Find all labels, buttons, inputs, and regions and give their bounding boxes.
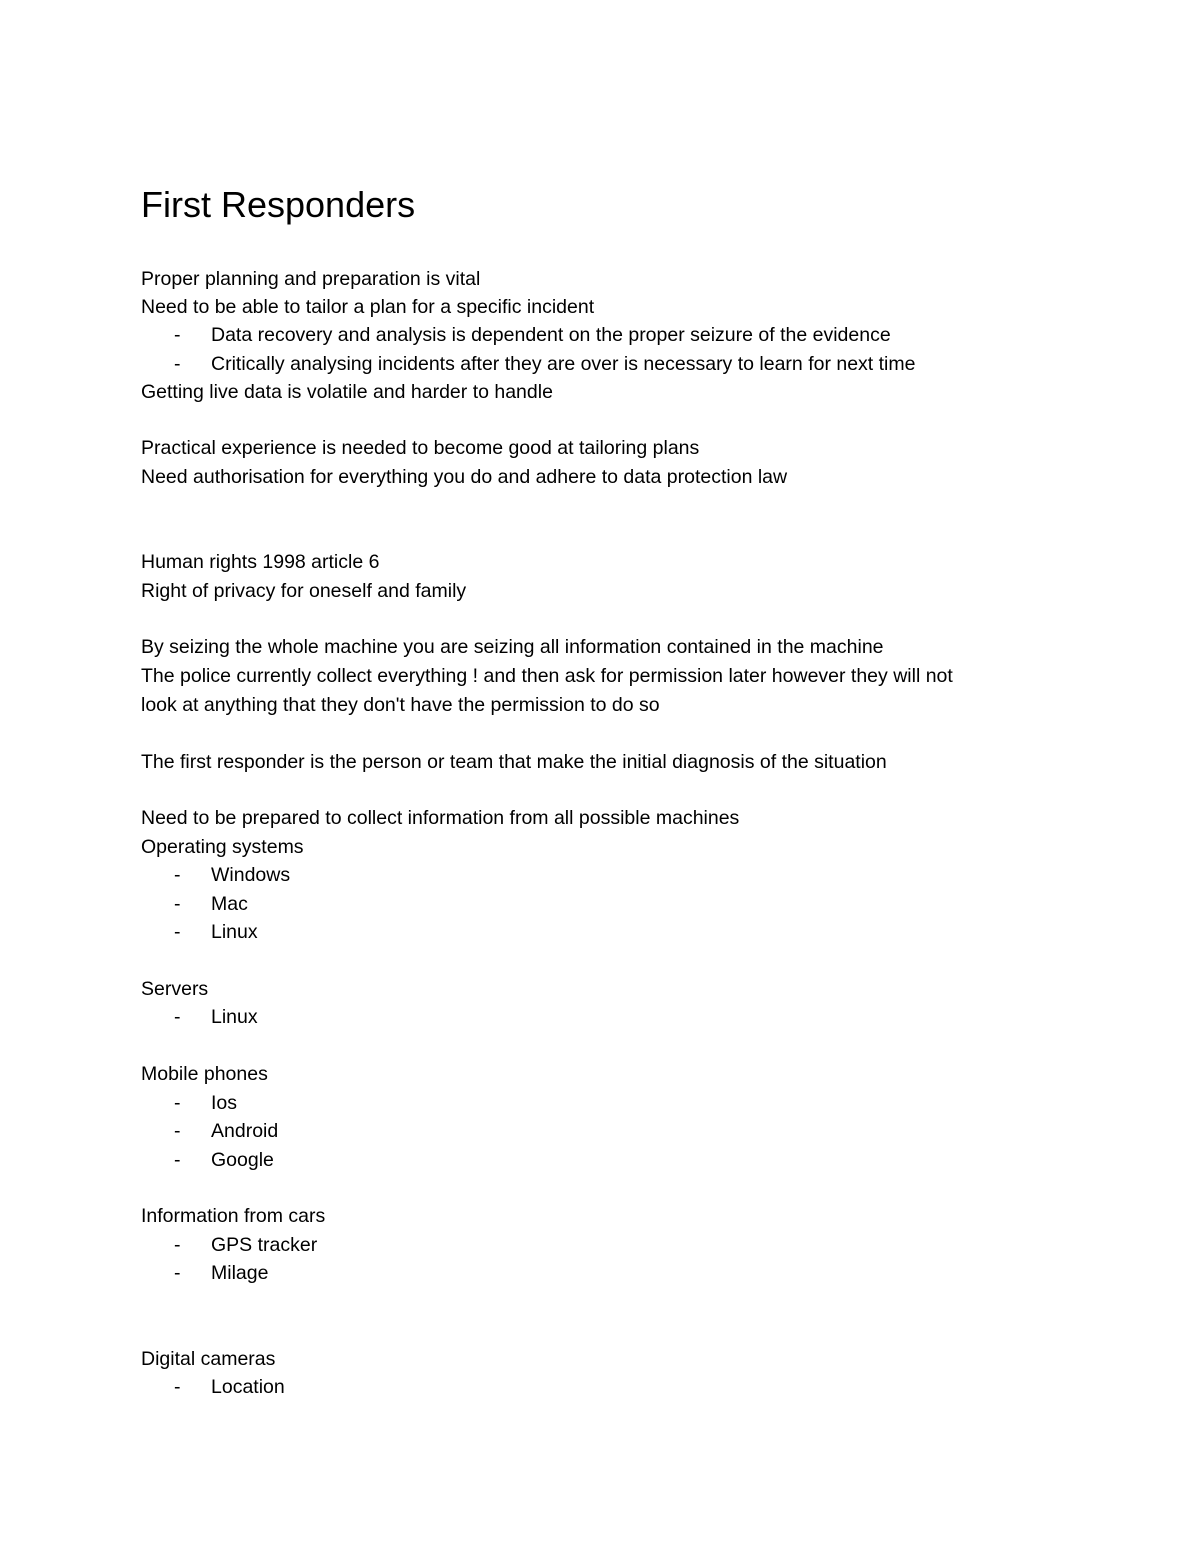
text-line: Need to be prepared to collect information from all possible machines bbox=[141, 807, 740, 829]
text-line: look at anything that they don't have the permission to do so bbox=[141, 694, 660, 716]
bullet-text: Data recovery and analysis is dependent on the proper seizure of the evidence bbox=[211, 324, 891, 346]
bullet-dash: - bbox=[174, 893, 181, 915]
bullet-dash: - bbox=[174, 1376, 181, 1398]
text-line: Information from cars bbox=[141, 1205, 326, 1227]
bullet-text: Critically analysing incidents after they are over is necessary to learn for next time bbox=[211, 353, 916, 375]
text-line: Human rights 1998 article 6 bbox=[141, 551, 380, 573]
text-line: Mobile phones bbox=[141, 1063, 268, 1085]
bullet-dash: - bbox=[174, 1149, 181, 1171]
text-line: By seizing the whole machine you are seizing all information contained in the machine bbox=[141, 636, 884, 658]
bullet-text: Linux bbox=[211, 921, 258, 943]
text-line: Need authorisation for everything you do and adhere to data protection law bbox=[141, 466, 788, 488]
bullet-text: GPS tracker bbox=[211, 1234, 318, 1256]
bullet-text: Location bbox=[211, 1376, 285, 1398]
bullet-dash: - bbox=[174, 1120, 181, 1142]
bullet-dash: - bbox=[174, 864, 181, 886]
bullet-text: Ios bbox=[211, 1092, 238, 1114]
bullet-text: Google bbox=[211, 1149, 274, 1171]
bullet-dash: - bbox=[174, 353, 181, 375]
bullet-text: Mac bbox=[211, 893, 248, 915]
bullet-dash: - bbox=[174, 1006, 181, 1028]
bullet-text: Android bbox=[211, 1120, 279, 1142]
text-line: The police currently collect everything ! and then ask for permission later however they will not bbox=[141, 665, 953, 687]
text-line: The first responder is the person or team that make the initial diagnosis of the situation bbox=[141, 751, 887, 773]
text-line: Proper planning and preparation is vital bbox=[141, 268, 481, 290]
bullet-text: Linux bbox=[211, 1006, 258, 1028]
text-line: Operating systems bbox=[141, 836, 304, 858]
text-line: Getting live data is volatile and harder to handle bbox=[141, 381, 553, 403]
bullet-dash: - bbox=[174, 1262, 181, 1284]
document-title: First Responders bbox=[141, 184, 416, 225]
bullet-dash: - bbox=[174, 324, 181, 346]
text-line: Servers bbox=[141, 978, 209, 1000]
bullet-text: Windows bbox=[211, 864, 291, 886]
bullet-dash: - bbox=[174, 1234, 181, 1256]
text-line: Need to be able to tailor a plan for a specific incident bbox=[141, 296, 595, 318]
bullet-dash: - bbox=[174, 1092, 181, 1114]
bullet-dash: - bbox=[174, 921, 181, 943]
bullet-text: Milage bbox=[211, 1262, 269, 1284]
text-line: Digital cameras bbox=[141, 1348, 276, 1370]
text-line: Practical experience is needed to become good at tailoring plans bbox=[141, 437, 700, 459]
text-line: Right of privacy for oneself and family bbox=[141, 580, 467, 602]
